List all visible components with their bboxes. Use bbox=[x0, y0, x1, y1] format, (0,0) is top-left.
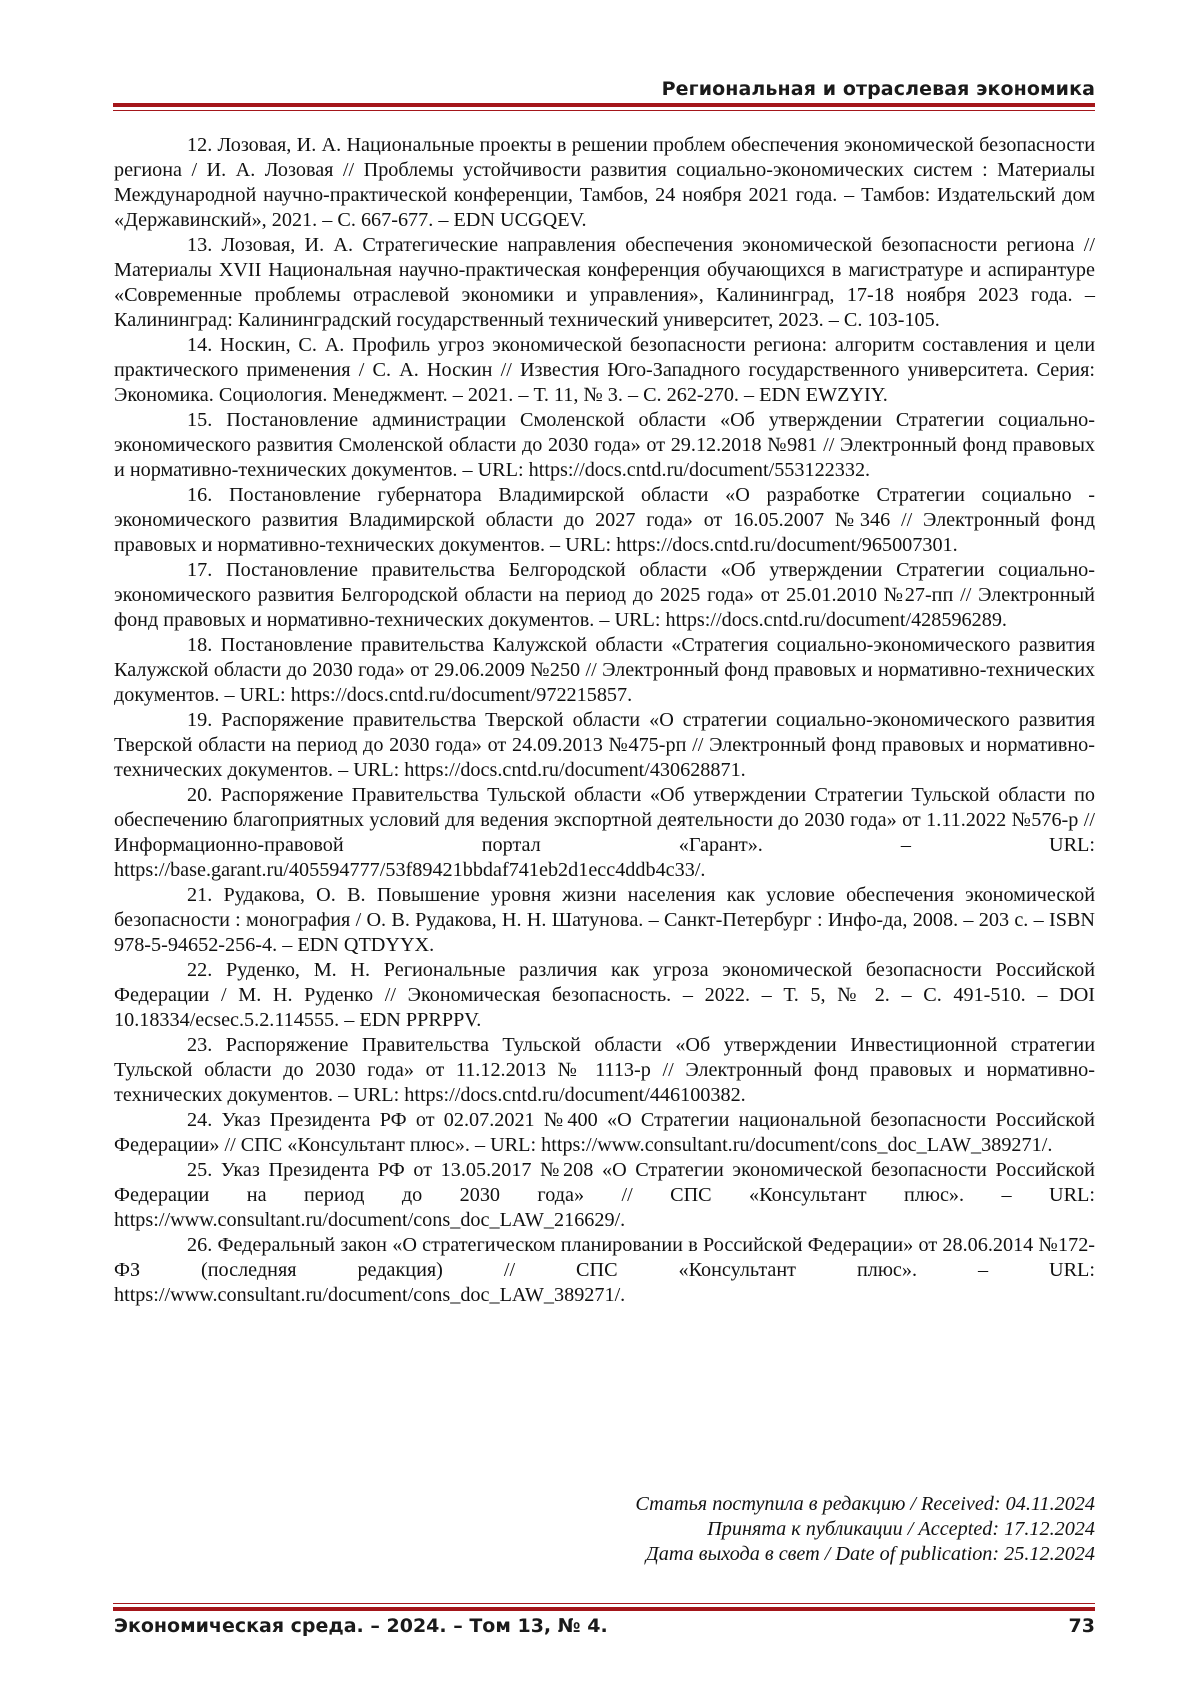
reference-number: 17. bbox=[187, 559, 212, 581]
received-date: Статья поступила в редакцию / Received: 04.11.2024 bbox=[635, 1492, 1095, 1517]
journal-citation: Экономическая среда. – 2024. – Том 13, № 4. bbox=[114, 1615, 608, 1637]
journal-page bbox=[0, 0, 1200, 1698]
reference-item bbox=[114, 708, 1095, 783]
reference-number: 19. bbox=[187, 709, 212, 731]
reference-item bbox=[114, 1158, 1095, 1233]
reference-item bbox=[114, 1108, 1095, 1158]
reference-text: Рудакова, О. В. Повышение уровня жизни населения как условие обеспечения экономической безопасности : монография / О. В. Рудакова, Н. Н. Шатунова. – Санкт-Петербург : Инфо-да, 2008. – 203 с. – ISBN 978-5-94652-256-4. – EDN QTDYYX. bbox=[114, 884, 1095, 956]
reference-item bbox=[114, 233, 1095, 333]
reference-text: Руденко, М. Н. Региональные различия как угроза экономической безопасности Российской Федерации / М. Н. Руденко // Экономическая безопасность. – 2022. – Т. 5, № 2. – С. 491-510. – DOI 10.18334/ecsec.5.2.114555. – EDN PPRPPV. bbox=[114, 959, 1095, 1031]
reference-text: Постановление правительства Калужской области «Стратегия социально-экономического развития Калужской области до 2030 года» от 29.06.2009 №250 // Электронный фонд правовых и нормативно-технических документов. – URL: https://docs.cntd.ru/document/972215857. bbox=[114, 634, 1095, 706]
reference-number: 14. bbox=[187, 334, 212, 356]
header-rule-thick bbox=[113, 103, 1095, 107]
reference-item bbox=[114, 633, 1095, 708]
footer-rule-thick bbox=[113, 1607, 1095, 1611]
reference-number: 20. bbox=[187, 784, 212, 806]
reference-item bbox=[114, 783, 1095, 883]
reference-item bbox=[114, 133, 1095, 233]
reference-text: Распоряжение правительства Тверской области «О стратегии социально-экономического развития Тверской области на период до 2030 года» от 24.09.2013 №475-рп // Электронный фонд правовых и нормативно-технических документов. – URL: https://docs.cntd.ru/document/430628871. bbox=[114, 709, 1095, 781]
article-dates bbox=[635, 1492, 1095, 1567]
reference-number: 25. bbox=[187, 1159, 212, 1181]
reference-number: 18. bbox=[187, 634, 212, 656]
reference-item bbox=[114, 958, 1095, 1033]
footer-rule-thin bbox=[113, 1603, 1095, 1604]
reference-item bbox=[114, 558, 1095, 633]
reference-text: Федеральный закон «О стратегическом планировании в Российской Федерации» от 28.06.2014 №172-ФЗ (последняя редакция) // СПС «Консультант плюс». – URL: https://www.consultant.ru/document/cons_doc_LAW_389271/. bbox=[114, 1234, 1095, 1306]
reference-number: 15. bbox=[187, 409, 212, 431]
reference-text: Постановление губернатора Владимирской области «О разработке Стратегии социально - экономического развития Владимирской области до 2027 года» от 16.05.2007 №346 // Электронный фонд правовых и нормативно-технических документов. – URL: https://docs.cntd.ru/document/965007301. bbox=[114, 484, 1095, 556]
reference-text: Постановление правительства Белгородской области «Об утверждении Стратегии социально-экономического развития Белгородской области на период до 2025 года» от 25.01.2010 №27-пп // Электронный фонд правовых и нормативно-технических документов. – URL: https://docs.cntd.ru/document/428596289. bbox=[114, 559, 1095, 631]
reference-number: 23. bbox=[187, 1034, 212, 1056]
reference-number: 12. bbox=[187, 134, 212, 156]
reference-number: 21. bbox=[187, 884, 212, 906]
reference-item bbox=[114, 883, 1095, 958]
reference-item bbox=[114, 408, 1095, 483]
reference-number: 13. bbox=[187, 234, 212, 256]
reference-text: Указ Президента РФ от 02.07.2021 №400 «О Стратегии национальной безопасности Российской Федерации» // СПС «Консультант плюс». – URL: https://www.consultant.ru/document/cons_doc_LAW_389271/. bbox=[114, 1109, 1095, 1156]
reference-text: Постановление администрации Смоленской области «Об утверждении Стратегии социально-экономического развития Смоленской области до 2030 года» от 29.12.2018 №981 // Электронный фонд правовых и нормативно-технических документов. – URL: https://docs.cntd.ru/document/553122332. bbox=[114, 409, 1095, 481]
page-number: 73 bbox=[1069, 1615, 1095, 1637]
header-rule-thin bbox=[113, 110, 1095, 111]
reference-number: 26. bbox=[187, 1234, 212, 1256]
reference-item bbox=[114, 483, 1095, 558]
reference-list bbox=[114, 133, 1095, 1308]
running-header-title: Региональная и отраслевая экономика bbox=[662, 78, 1095, 100]
publication-date: Дата выхода в свет / Date of publication: 25.12.2024 bbox=[635, 1542, 1095, 1567]
reference-item bbox=[114, 1233, 1095, 1308]
reference-text: Распоряжение Правительства Тульской области «Об утверждении Стратегии Тульской области по обеспечению благоприятных условий для ведения экспортной деятельности до 2030 года» от 1.11.2022 №576-р // Информационно-правовой портал «Гарант». – URL: https://base.garant.ru/405594777/53f89421bbdaf741eb2d1ecc4ddb4c33/. bbox=[114, 784, 1095, 881]
reference-text: Распоряжение Правительства Тульской области «Об утверждении Инвестиционной стратегии Тульской области до 2030 года» от 11.12.2013 № 1113-р // Электронный фонд правовых и нормативно-технических документов. – URL: https://docs.cntd.ru/document/446100382. bbox=[114, 1034, 1095, 1106]
reference-item bbox=[114, 333, 1095, 408]
reference-number: 22. bbox=[187, 959, 212, 981]
reference-item bbox=[114, 1033, 1095, 1108]
reference-number: 16. bbox=[187, 484, 212, 506]
accepted-date: Принята к публикации / Accepted: 17.12.2024 bbox=[635, 1517, 1095, 1542]
reference-text: Лозовая, И. А. Стратегические направления обеспечения экономической безопасности региона // Материалы XVII Национальная научно-практическая конференция обучающихся в магистратуре и аспирантуре «Современные проблемы отраслевой экономики и управления», Калининград, 17-18 ноября 2023 года. – Калининград: Калининградский государственный технический университет, 2023. – С. 103-105. bbox=[114, 234, 1095, 331]
reference-number: 24. bbox=[187, 1109, 212, 1131]
reference-text: Носкин, С. А. Профиль угроз экономической безопасности региона: алгоритм составления и цели практического применения / С. А. Носкин // Известия Юго-Западного государственного университета. Серия: Экономика. Социология. Менеджмент. – 2021. – Т. 11, № 3. – С. 262-270. – EDN EWZYIY. bbox=[114, 334, 1095, 406]
reference-text: Лозовая, И. А. Национальные проекты в решении проблем обеспечения экономической безопасности региона / И. А. Лозовая // Проблемы устойчивости развития социально-экономических систем : Материалы Международной научно-практической конференции, Тамбов, 24 ноября 2021 года. – Тамбов: Издательский дом «Державинский», 2021. – С. 667-677. – EDN UCGQEV. bbox=[114, 134, 1095, 231]
reference-text: Указ Президента РФ от 13.05.2017 №208 «О Стратегии экономической безопасности Российской Федерации на период до 2030 года» // СПС «Консультант плюс». – URL: https://www.consultant.ru/document/cons_doc_LAW_216629/. bbox=[114, 1159, 1095, 1231]
